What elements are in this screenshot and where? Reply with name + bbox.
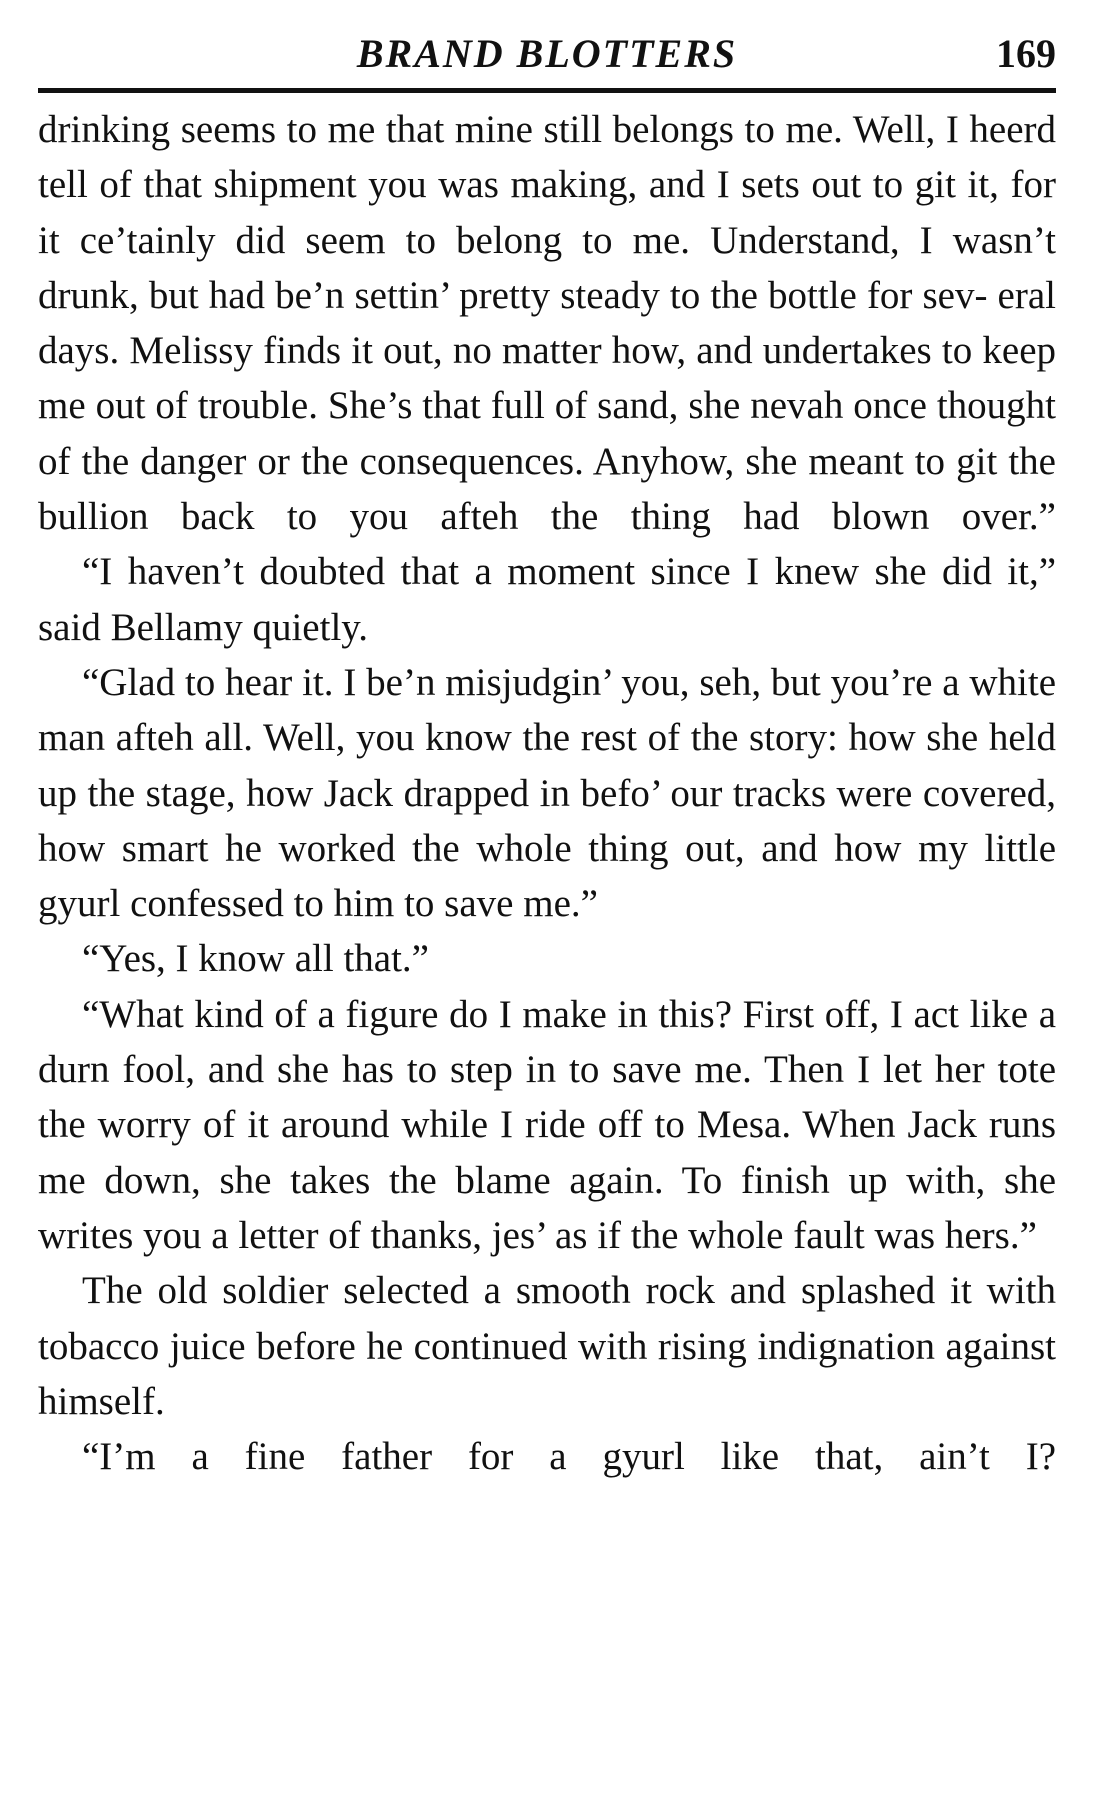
text-line: and I sets out to git it, for it ce’tainly did seem to [38,163,1056,262]
text-line: or the consequences. Anyhow, she meant to git the [257,439,1056,483]
text-line: the rest of the story: how she held up the stage, [38,716,1057,815]
text-line: “I haven’t doubted that a moment since I knew [82,550,860,594]
text-line: undertakes to keep me out of trouble. She’s that [38,329,1057,428]
text-line: she did it,” said Bellamy quietly. [38,550,1057,649]
text-line: drinking seems to me that mine still belongs to me. [38,108,843,151]
text-line: but you’re a white man afteh all. Well, you know [38,660,1057,760]
text-line: full of sand, she nevah once thought of the danger [38,384,1056,483]
text-line: Well, I heerd tell of that shipment you was making, [38,108,1057,207]
running-title: BRAND BLOTTERS [356,31,738,76]
text-line: with rising indignation against himself. [38,1324,1057,1423]
text-line: belong to me. Understand, I wasn’t drunk, but [38,218,1056,317]
text-line: bullion back to you afteh the thing had blown over.” [38,495,1056,539]
text-line: “What kind of a figure do I make in this? First [82,992,815,1036]
text-line: around while I ride off to Mesa. When Jack runs [281,1103,1057,1147]
text-line: me down, she takes the blame again. To finish [38,1158,830,1202]
text-line: how smart he worked the whole thing out, and how [38,826,902,870]
header-rule [38,88,1056,93]
text-line: “I’m a fine father for a gyurl like that, ain’t I? [82,1435,1056,1479]
text-line: my little gyurl confessed to him to save me.” [38,826,1057,926]
paragraph-6 [38,1263,1056,1429]
text-line: if the whole fault was hers.” [597,1213,1037,1257]
text-line: “Glad to hear it. I be’n misjudgin’ you, seh, [82,660,762,704]
text-line: up with, she writes you a letter of thanks, jes’ as [38,1158,1057,1257]
text-line: to save me. Then I let her tote the worry of it [38,1048,1057,1147]
page-header [38,28,1056,92]
text-line: splashed it with tobacco juice before he continued [38,1269,1056,1368]
text-line: eral days. Melissy finds it out, no matter how, and [38,273,1056,373]
paragraph-7 [38,1429,1056,1484]
paragraph-1 [38,102,1056,544]
text-line: had be’n settin’ pretty steady to the bottle for sev- [208,273,988,317]
body-text [38,92,1056,1484]
paragraph-3 [38,655,1056,931]
text-line: off, I act like a durn fool, and she has to step in [38,992,1057,1092]
book-page [38,28,1056,1484]
text-line: The old soldier selected a smooth rock and [82,1269,787,1313]
page-number: 169 [996,31,1056,76]
paragraph-5 [38,987,1056,1263]
paragraph-4 [38,931,1056,986]
paragraph-2 [38,544,1056,655]
text-line: “Yes, I know all that.” [82,937,429,981]
text-line: how Jack drapped in befo’ our tracks were covered, [246,771,1057,815]
